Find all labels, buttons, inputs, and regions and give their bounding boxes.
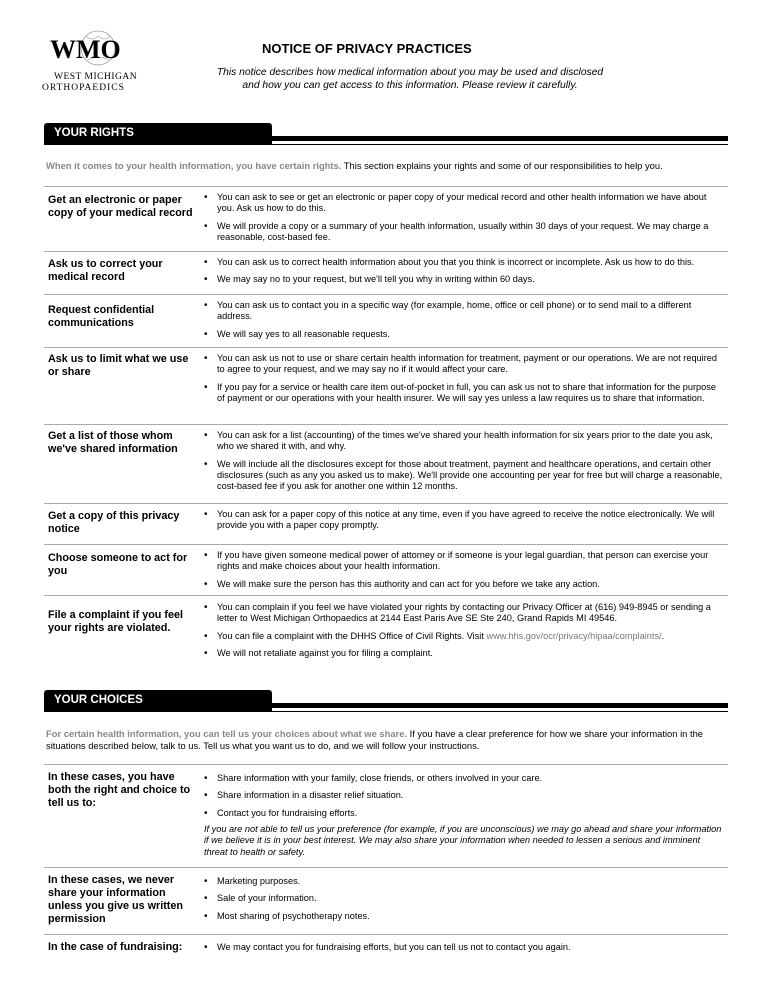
- section-header-choices: [40, 690, 728, 712]
- list-item: • Marketing purposes.: [199, 876, 724, 887]
- table-row: [44, 186, 728, 251]
- list-item: • Most sharing of psychotherapy notes.: [199, 911, 724, 922]
- rights-lead: [46, 160, 726, 172]
- list-item: • You can complain if you feel we have violated your rights by contacting our Privacy Officer at (616) 949-8945 or sending a letter to West Michigan Orthopaedics at 2144 East Paris Ave SE Ste 240, Grand Rapids MI 49546.: [199, 602, 724, 625]
- row-label: Request confidential communications: [48, 304, 155, 329]
- list-item: • You can ask for a paper copy of this notice at any time, even if you have agreed to receive the notice electronically. We will provide you with a paper copy promptly.: [199, 509, 724, 532]
- list-item: • You can ask us to correct health information about you that you think is incorrect or incomplete. Ask us how to do this.: [199, 257, 724, 268]
- list-item: • We will include all the disclosures except for those about treatment, payment and healthcare operations, and certain other disclosures (such as any you asked us to make). We'll provide one accounting per year for free but will charge a reasonable, cost-based fee if you ask for another one within 12 months.: [199, 459, 724, 493]
- intro-text: [190, 66, 630, 92]
- row-label: Get a copy of this privacy notice: [48, 510, 180, 535]
- intro-line1: This notice describes how medical information about you may be used and disclosed: [216, 67, 604, 78]
- table-row: [44, 251, 728, 294]
- hhs-complaints-link[interactable]: www.hhs.gov/ocr/privacy/hipaa/complaints/: [486, 630, 662, 641]
- lead-emphasis: For certain health information, you can tell us your choices about what we share.: [46, 728, 408, 739]
- bullet-list: [199, 257, 724, 292]
- list-item: • You can ask to see or get an electronic or paper copy of your medical record and other health information we have about you. Ask us how to do this.: [199, 192, 724, 215]
- logo-line1: WEST MICHIGAN: [54, 72, 138, 82]
- lead-text: This section explains your rights and some of our responsibilities to help you.: [341, 160, 663, 171]
- section-header-rights: [40, 123, 728, 145]
- table-row: [44, 544, 728, 595]
- bullet-list: [199, 876, 724, 928]
- list-item: • You can file a complaint with the DHHS Office of Civil Rights. Visit www.hhs.gov/ocr/privacy/hipaa/complaints/.: [199, 631, 724, 642]
- logo: [40, 28, 150, 98]
- table-row: [44, 934, 728, 965]
- row-label: Ask us to limit what we use or share: [48, 353, 189, 378]
- wmo-monogram-icon: [48, 28, 144, 72]
- bullet-list: [199, 602, 724, 665]
- table-row: [44, 503, 728, 544]
- list-item: • You can ask us not to use or share certain health information for treatment, payment or our operations. We are not required to agree to your request, and we may say no if it would affect your care.: [199, 353, 724, 376]
- svg-text:WMO: WMO: [50, 35, 121, 64]
- row-label: Get an electronic or paper copy of your medical record: [48, 194, 193, 219]
- lead-text: If you have a clear preference for how we share your information in the situations described below, talk to us. Tell us what you want us to do, and we will follow your instructions.: [46, 728, 704, 751]
- row-label: In the case of fundraising:: [48, 941, 183, 953]
- intro-line2: and how you can get access to this information. Please review it carefully.: [242, 80, 578, 91]
- list-item: • We may say no to your request, but we'll tell you why in writing within 60 days.: [199, 274, 724, 285]
- list-item: • We will say yes to all reasonable requests.: [199, 329, 724, 340]
- row-label: Get a list of those whom we've shared information: [48, 430, 178, 455]
- bullet-list: [199, 353, 724, 410]
- choices-note: If you are not able to tell us your preference (for example, if you are unconscious) we may go ahead and share your information if we believe it is in your best interest. We may also share your information when needed to lessen a serious and imminent threat to health or safety.: [204, 824, 722, 857]
- table-row: [44, 347, 728, 424]
- bullet-list: [199, 773, 724, 825]
- row-label: Ask us to correct your medical record: [48, 258, 163, 283]
- list-item: • Contact you for fundraising efforts.: [199, 808, 724, 819]
- list-item: • Sale of your information.: [199, 893, 724, 904]
- table-row: [44, 764, 728, 867]
- bullet-list: [199, 192, 724, 249]
- list-item: • Share information with your family, close friends, or others involved in your care.: [199, 773, 724, 784]
- list-item: • We will provide a copy or a summary of your health information, usually within 30 days of your request. We may charge a reasonable, cost-based fee.: [199, 221, 724, 244]
- bullet-list: [199, 942, 724, 959]
- choices-lead: [46, 728, 726, 752]
- bullet-list: [199, 550, 724, 596]
- table-row: [44, 294, 728, 347]
- list-item: • You can ask for a list (accounting) of the times we've shared your health information for six years prior to the date you ask, who we shared it with, and why.: [199, 430, 724, 453]
- section-heading: YOUR RIGHTS: [54, 127, 134, 139]
- list-item: • We will not retaliate against you for filing a complaint.: [199, 648, 724, 659]
- row-label: In these cases, we never share your information unless you give us written permission: [48, 874, 183, 925]
- list-item: • We will make sure the person has this authority and can act for you before we take any action.: [199, 579, 724, 590]
- list-item: • Share information in a disaster relief situation.: [199, 790, 724, 801]
- list-item: • You can ask us to contact you in a specific way (for example, home, office or cell phone) or to send mail to a different address.: [199, 300, 724, 323]
- logo-line2: ORTHOPAEDICS: [42, 83, 125, 93]
- table-row: [44, 867, 728, 934]
- list-item: • If you pay for a service or health care item out-of-pocket in full, you can ask us not to share that information for the purpose of payment or our operations with your health insurer. We will say yes unless a law requires us to share that information.: [199, 382, 724, 405]
- list-item: • If you have given someone medical power of attorney or if someone is your legal guardian, that person can exercise your rights and make choices about your health information.: [199, 550, 724, 573]
- table-row: [44, 424, 728, 503]
- section-heading: YOUR CHOICES: [54, 694, 143, 706]
- lead-emphasis: When it comes to your health information, you have certain rights.: [46, 160, 342, 171]
- table-row: [44, 595, 728, 666]
- page-title: NOTICE OF PRIVACY PRACTICES: [262, 41, 472, 56]
- row-label: In these cases, you have both the right and choice to tell us to:: [48, 771, 191, 809]
- bullet-list: [199, 300, 724, 346]
- bullet-list: [199, 509, 724, 538]
- row-label: Choose someone to act for you: [48, 552, 188, 577]
- list-item: • We may contact you for fundraising efforts, but you can tell us not to contact you again.: [199, 942, 724, 953]
- bullet-list: [199, 430, 724, 498]
- row-label: File a complaint if you feel your rights are violated.: [48, 609, 183, 634]
